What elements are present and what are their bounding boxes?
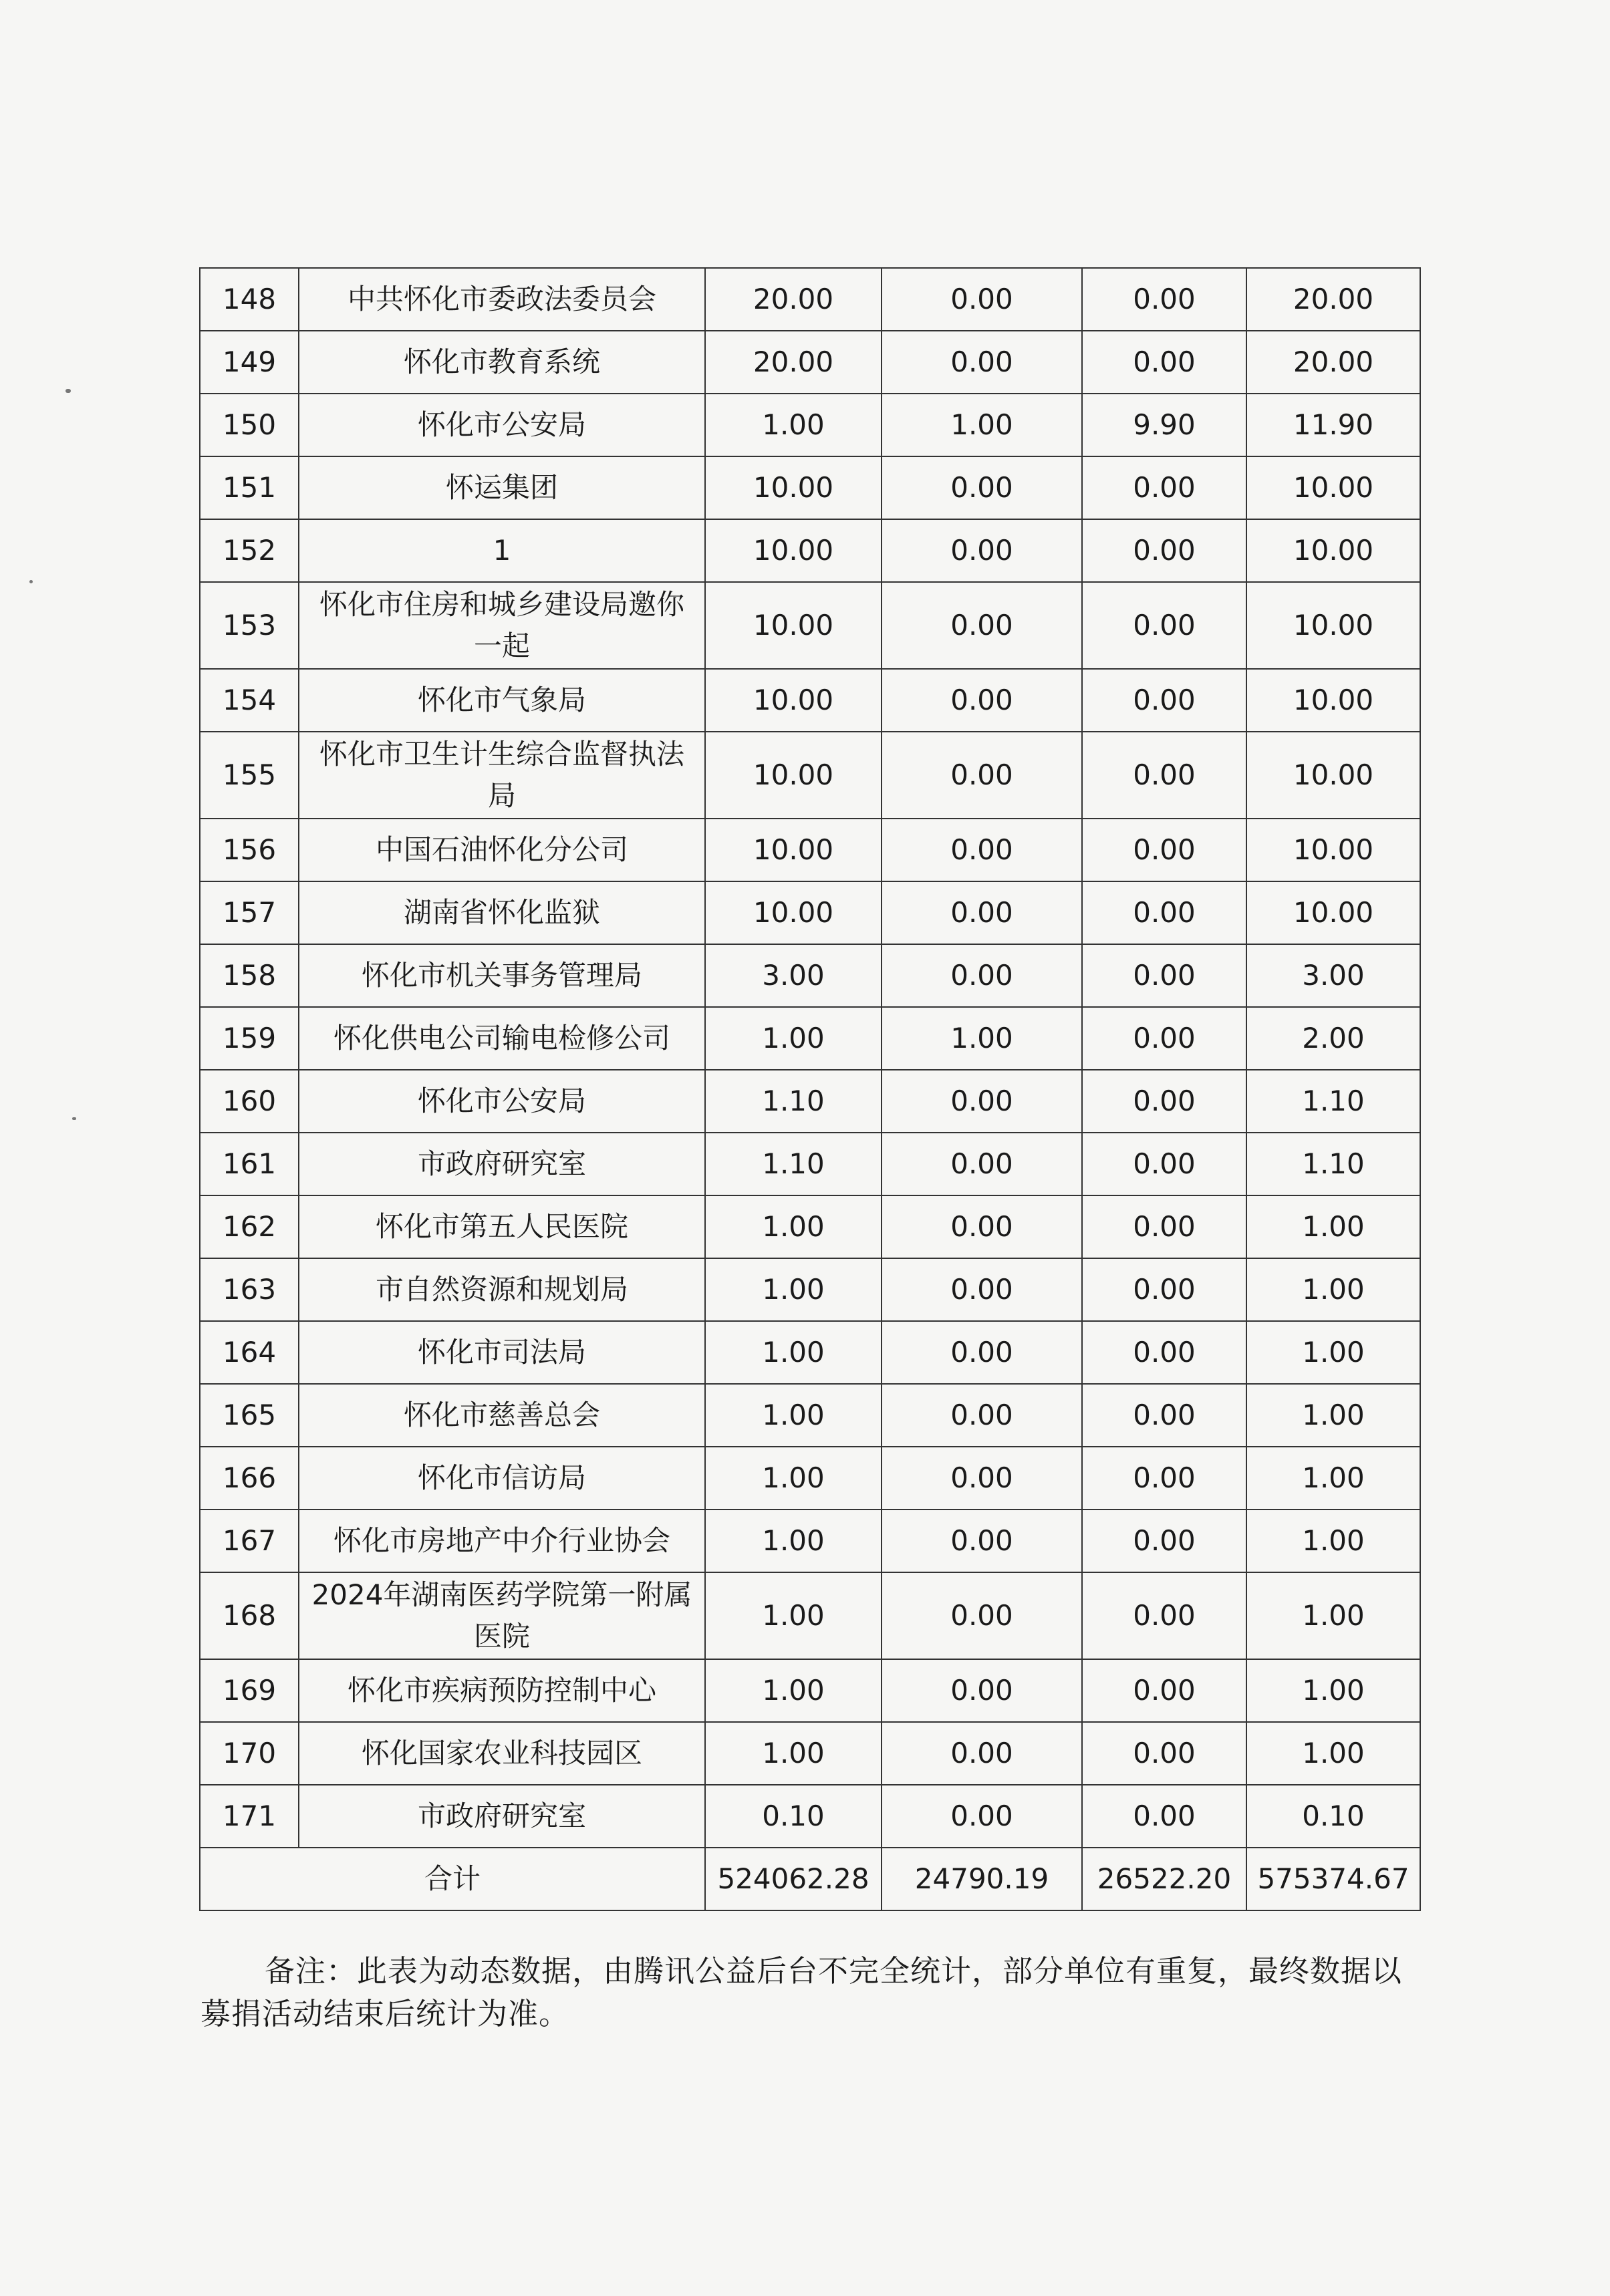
amount-col2-cell: 0.00 xyxy=(882,1785,1082,1848)
scan-speck xyxy=(65,389,71,393)
amount-total-cell: 1.00 xyxy=(1246,1572,1420,1659)
amount-total-cell: 3.00 xyxy=(1246,944,1420,1007)
row-index-cell: 151 xyxy=(200,456,299,519)
row-index-cell: 159 xyxy=(200,1007,299,1070)
row-index-cell: 156 xyxy=(200,819,299,881)
amount-col2-cell: 0.00 xyxy=(882,582,1082,669)
amount-col2-cell: 0.00 xyxy=(882,1258,1082,1321)
amount-total-cell: 10.00 xyxy=(1246,819,1420,881)
row-index-cell: 169 xyxy=(200,1659,299,1722)
unit-name-cell: 怀化市机关事务管理局 xyxy=(299,944,705,1007)
amount-col2-cell: 0.00 xyxy=(882,1384,1082,1447)
amount-col1-cell: 1.00 xyxy=(705,1258,882,1321)
amount-col1-cell: 1.00 xyxy=(705,1659,882,1722)
amount-col3-cell: 0.00 xyxy=(1082,582,1246,669)
amount-total-cell: 10.00 xyxy=(1246,669,1420,732)
amount-total-cell: 10.00 xyxy=(1246,732,1420,819)
amount-total-cell: 10.00 xyxy=(1246,582,1420,669)
table-row xyxy=(200,268,1420,331)
unit-name-cell: 怀化市慈善总会 xyxy=(299,1384,705,1447)
amount-total-cell: 1.00 xyxy=(1246,1384,1420,1447)
amount-col2-cell: 0.00 xyxy=(882,944,1082,1007)
amount-col2-cell: 0.00 xyxy=(882,881,1082,944)
amount-col2-cell: 0.00 xyxy=(882,268,1082,331)
amount-col3-cell: 0.00 xyxy=(1082,1195,1246,1258)
amount-col3-cell: 0.00 xyxy=(1082,1133,1246,1195)
amount-total-cell: 1.00 xyxy=(1246,1447,1420,1510)
unit-name-cell: 怀化市气象局 xyxy=(299,669,705,732)
amount-col3-cell: 0.00 xyxy=(1082,944,1246,1007)
amount-col2-cell: 0.00 xyxy=(882,1133,1082,1195)
unit-name-cell: 2024年湖南医药学院第一附属医院 xyxy=(299,1572,705,1659)
table-row xyxy=(200,1133,1420,1195)
amount-col2-cell: 0.00 xyxy=(882,331,1082,394)
table-row xyxy=(200,582,1420,669)
amount-col1-cell: 10.00 xyxy=(705,881,882,944)
row-index-cell: 158 xyxy=(200,944,299,1007)
amount-col3-cell: 0.00 xyxy=(1082,268,1246,331)
amount-col1-cell: 1.00 xyxy=(705,1007,882,1070)
table-row xyxy=(200,331,1420,394)
table-row xyxy=(200,1659,1420,1722)
table-row xyxy=(200,1384,1420,1447)
amount-total-cell: 10.00 xyxy=(1246,456,1420,519)
table-row xyxy=(200,819,1420,881)
table-row xyxy=(200,456,1420,519)
scan-speck xyxy=(29,580,33,583)
amount-total-cell: 1.10 xyxy=(1246,1070,1420,1133)
row-index-cell: 153 xyxy=(200,582,299,669)
amount-col1-cell: 1.00 xyxy=(705,1722,882,1785)
amount-col1-cell: 10.00 xyxy=(705,669,882,732)
amount-total-cell: 1.00 xyxy=(1246,1258,1420,1321)
amount-col1-cell: 1.10 xyxy=(705,1070,882,1133)
unit-name-cell: 怀化市公安局 xyxy=(299,394,705,456)
amount-col2-cell: 0.00 xyxy=(882,1572,1082,1659)
row-index-cell: 154 xyxy=(200,669,299,732)
unit-name-cell: 市政府研究室 xyxy=(299,1785,705,1848)
row-index-cell: 164 xyxy=(200,1321,299,1384)
row-index-cell: 168 xyxy=(200,1572,299,1659)
amount-col1-cell: 3.00 xyxy=(705,944,882,1007)
amount-total-cell: 0.10 xyxy=(1246,1785,1420,1848)
unit-name-cell: 怀化市信访局 xyxy=(299,1447,705,1510)
row-index-cell: 149 xyxy=(200,331,299,394)
amount-total-cell: 20.00 xyxy=(1246,331,1420,394)
amount-total-cell: 20.00 xyxy=(1246,268,1420,331)
row-index-cell: 155 xyxy=(200,732,299,819)
amount-col2-cell: 0.00 xyxy=(882,519,1082,582)
amount-col3-cell: 0.00 xyxy=(1082,1722,1246,1785)
amount-col1-cell: 1.00 xyxy=(705,1447,882,1510)
amount-col3-cell: 0.00 xyxy=(1082,1070,1246,1133)
total-v1: 524062.28 xyxy=(705,1848,882,1910)
amount-col3-cell: 0.00 xyxy=(1082,331,1246,394)
unit-name-cell: 怀化市住房和城乡建设局邀你一起 xyxy=(299,582,705,669)
table-row xyxy=(200,1070,1420,1133)
unit-name-cell: 中共怀化市委政法委员会 xyxy=(299,268,705,331)
table-row xyxy=(200,1447,1420,1510)
amount-col2-cell: 0.00 xyxy=(882,1722,1082,1785)
row-index-cell: 166 xyxy=(200,1447,299,1510)
amount-total-cell: 1.10 xyxy=(1246,1133,1420,1195)
amount-total-cell: 10.00 xyxy=(1246,881,1420,944)
amount-col2-cell: 1.00 xyxy=(882,1007,1082,1070)
table-row xyxy=(200,669,1420,732)
total-v4: 575374.67 xyxy=(1246,1848,1420,1910)
donation-table xyxy=(199,267,1421,1911)
amount-col3-cell: 0.00 xyxy=(1082,1258,1246,1321)
row-index-cell: 171 xyxy=(200,1785,299,1848)
amount-col1-cell: 1.00 xyxy=(705,1384,882,1447)
amount-col3-cell: 0.00 xyxy=(1082,732,1246,819)
amount-col1-cell: 10.00 xyxy=(705,519,882,582)
table-row xyxy=(200,394,1420,456)
amount-col2-cell: 0.00 xyxy=(882,456,1082,519)
amount-col2-cell: 1.00 xyxy=(882,394,1082,456)
amount-total-cell: 1.00 xyxy=(1246,1510,1420,1572)
row-index-cell: 165 xyxy=(200,1384,299,1447)
amount-col3-cell: 0.00 xyxy=(1082,1321,1246,1384)
row-index-cell: 163 xyxy=(200,1258,299,1321)
total-v3: 26522.20 xyxy=(1082,1848,1246,1910)
unit-name-cell: 湖南省怀化监狱 xyxy=(299,881,705,944)
amount-col3-cell: 0.00 xyxy=(1082,456,1246,519)
amount-col1-cell: 10.00 xyxy=(705,732,882,819)
amount-col3-cell: 0.00 xyxy=(1082,1785,1246,1848)
total-v2: 24790.19 xyxy=(882,1848,1082,1910)
unit-name-cell: 怀化市公安局 xyxy=(299,1070,705,1133)
amount-col2-cell: 0.00 xyxy=(882,1321,1082,1384)
unit-name-cell: 怀化市教育系统 xyxy=(299,331,705,394)
amount-col3-cell: 0.00 xyxy=(1082,1007,1246,1070)
table-row xyxy=(200,1510,1420,1572)
row-index-cell: 167 xyxy=(200,1510,299,1572)
amount-total-cell: 1.00 xyxy=(1246,1659,1420,1722)
amount-col3-cell: 0.00 xyxy=(1082,1572,1246,1659)
amount-total-cell: 1.00 xyxy=(1246,1195,1420,1258)
amount-col2-cell: 0.00 xyxy=(882,1070,1082,1133)
unit-name-cell: 中国石油怀化分公司 xyxy=(299,819,705,881)
amount-col1-cell: 0.10 xyxy=(705,1785,882,1848)
row-index-cell: 152 xyxy=(200,519,299,582)
table-row xyxy=(200,1785,1420,1848)
amount-col1-cell: 1.00 xyxy=(705,1510,882,1572)
amount-total-cell: 11.90 xyxy=(1246,394,1420,456)
amount-total-cell: 1.00 xyxy=(1246,1722,1420,1785)
table-row xyxy=(200,1195,1420,1258)
total-row xyxy=(200,1848,1420,1910)
amount-col3-cell: 0.00 xyxy=(1082,1384,1246,1447)
amount-col1-cell: 1.00 xyxy=(705,394,882,456)
row-index-cell: 150 xyxy=(200,394,299,456)
amount-col1-cell: 1.10 xyxy=(705,1133,882,1195)
table-row xyxy=(200,519,1420,582)
table-row xyxy=(200,1321,1420,1384)
amount-total-cell: 1.00 xyxy=(1246,1321,1420,1384)
row-index-cell: 157 xyxy=(200,881,299,944)
amount-total-cell: 10.00 xyxy=(1246,519,1420,582)
unit-name-cell: 怀化市房地产中介行业协会 xyxy=(299,1510,705,1572)
unit-name-cell: 怀化市卫生计生综合监督执法局 xyxy=(299,732,705,819)
amount-col1-cell: 1.00 xyxy=(705,1572,882,1659)
amount-col1-cell: 10.00 xyxy=(705,456,882,519)
unit-name-cell: 怀化市第五人民医院 xyxy=(299,1195,705,1258)
table-row xyxy=(200,881,1420,944)
amount-col2-cell: 0.00 xyxy=(882,1510,1082,1572)
unit-name-cell: 怀化供电公司输电检修公司 xyxy=(299,1007,705,1070)
amount-total-cell: 2.00 xyxy=(1246,1007,1420,1070)
row-index-cell: 162 xyxy=(200,1195,299,1258)
amount-col1-cell: 20.00 xyxy=(705,268,882,331)
amount-col2-cell: 0.00 xyxy=(882,1447,1082,1510)
table-row xyxy=(200,944,1420,1007)
amount-col3-cell: 0.00 xyxy=(1082,1659,1246,1722)
unit-name-cell: 怀化市司法局 xyxy=(299,1321,705,1384)
table-row xyxy=(200,1007,1420,1070)
amount-col3-cell: 0.00 xyxy=(1082,519,1246,582)
table-body xyxy=(200,268,1420,1848)
amount-col3-cell: 0.00 xyxy=(1082,819,1246,881)
amount-col1-cell: 20.00 xyxy=(705,331,882,394)
amount-col3-cell: 9.90 xyxy=(1082,394,1246,456)
amount-col2-cell: 0.00 xyxy=(882,1195,1082,1258)
amount-col1-cell: 10.00 xyxy=(705,582,882,669)
row-index-cell: 160 xyxy=(200,1070,299,1133)
row-index-cell: 161 xyxy=(200,1133,299,1195)
row-index-cell: 148 xyxy=(200,268,299,331)
amount-col2-cell: 0.00 xyxy=(882,819,1082,881)
unit-name-cell: 市政府研究室 xyxy=(299,1133,705,1195)
unit-name-cell: 怀运集团 xyxy=(299,456,705,519)
amount-col3-cell: 0.00 xyxy=(1082,881,1246,944)
table-row xyxy=(200,732,1420,819)
amount-col3-cell: 0.00 xyxy=(1082,1447,1246,1510)
unit-name-cell: 1 xyxy=(299,519,705,582)
total-label: 合计 xyxy=(200,1848,705,1910)
amount-col3-cell: 0.00 xyxy=(1082,1510,1246,1572)
scan-speck xyxy=(72,1117,76,1120)
row-index-cell: 170 xyxy=(200,1722,299,1785)
unit-name-cell: 怀化市疾病预防控制中心 xyxy=(299,1659,705,1722)
table-row xyxy=(200,1572,1420,1659)
table-row xyxy=(200,1722,1420,1785)
amount-col3-cell: 0.00 xyxy=(1082,669,1246,732)
unit-name-cell: 市自然资源和规划局 xyxy=(299,1258,705,1321)
amount-col2-cell: 0.00 xyxy=(882,1659,1082,1722)
footnote: 备注：此表为动态数据，由腾讯公益后台不完全统计，部分单位有重复，最终数据以募捐活动结束后统计为准。 xyxy=(200,1953,1403,2031)
amount-col1-cell: 10.00 xyxy=(705,819,882,881)
amount-col1-cell: 1.00 xyxy=(705,1195,882,1258)
table-row xyxy=(200,1258,1420,1321)
amount-col1-cell: 1.00 xyxy=(705,1321,882,1384)
amount-col2-cell: 0.00 xyxy=(882,732,1082,819)
unit-name-cell: 怀化国家农业科技园区 xyxy=(299,1722,705,1785)
amount-col2-cell: 0.00 xyxy=(882,669,1082,732)
